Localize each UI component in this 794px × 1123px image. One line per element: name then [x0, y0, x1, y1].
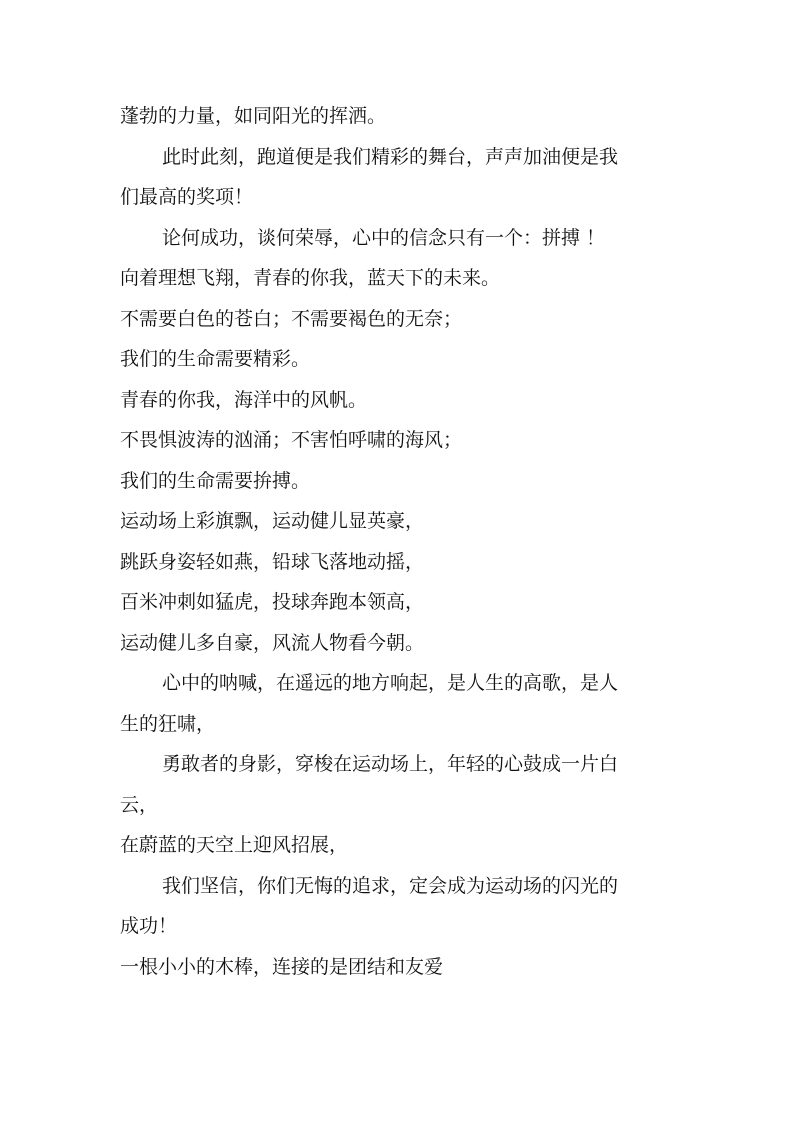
text-line: 运动健儿多自豪，风流人物看今朝。	[120, 631, 425, 654]
text-line: 运动场上彩旗飘，运动健儿显英豪，	[120, 510, 425, 532]
text-line: 向着理想飞翔，青春的你我，蓝天下的未来。	[120, 267, 501, 289]
text-line: 成功！	[120, 915, 178, 937]
text-line: 生的狂啸，	[120, 712, 216, 735]
text-line: 云，	[120, 793, 159, 816]
text-line: 心中的呐喊，在遥远的地方响起，是人生的高歌，是人	[162, 672, 619, 694]
text-line: 论何成功，谈何荣辱，心中的信念只有一个：拼搏 ！	[162, 226, 606, 249]
text-line: 我们的生命需要拚搏。	[120, 469, 311, 492]
document-body	[120, 96, 680, 987]
text-line: 不畏惧波涛的汹涌；不害怕呼啸的海风；	[120, 429, 463, 451]
text-line: 勇敢者的身影，穿梭在运动场上，年轻的心鼓成一片白	[162, 753, 619, 775]
text-line: 青春的你我，海洋中的风帆。	[120, 388, 368, 411]
text-line: 我们的生命需要精彩。	[120, 348, 311, 370]
text-line: 不需要白色的苍白；不需要褐色的无奈；	[120, 307, 463, 330]
text-line: 一根小小的木棒，连接的是团结和友爱	[120, 955, 444, 978]
text-line: 在蔚蓝的天空上迎风招展，	[120, 834, 349, 856]
text-line: 跳跃身姿轻如燕，铅球飞落地动摇，	[120, 550, 425, 573]
text-line: 此时此刻，跑道便是我们精彩的舞台，声声加油便是我	[162, 145, 619, 168]
text-line: 百米冲刺如猛虎，投球奔跑本领高，	[120, 591, 425, 613]
text-line: 们最高的奖项！	[120, 186, 254, 208]
text-line: 蓬勃的力量，如同阳光的挥洒。	[120, 105, 387, 127]
text-line: 我们坚信，你们无悔的追求，定会成为运动场的闪光的	[162, 874, 619, 897]
